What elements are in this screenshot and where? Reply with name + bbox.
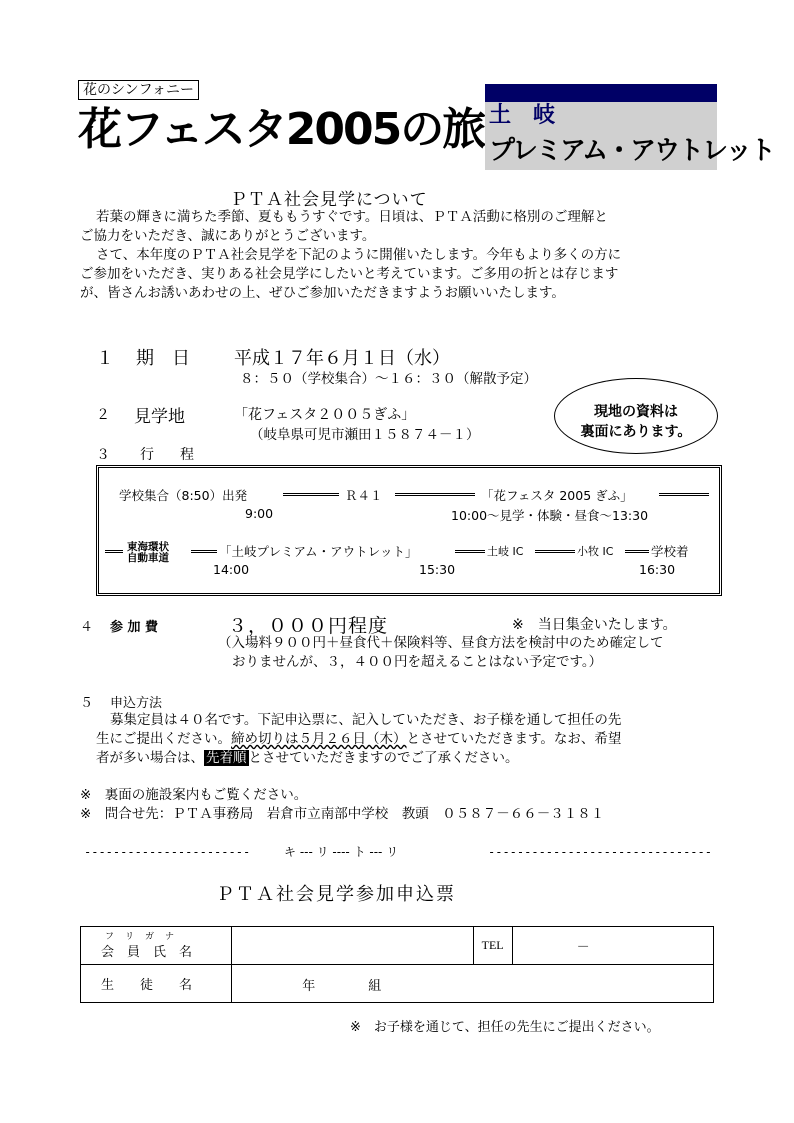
row2-dest: 「土岐プレミアム・アウトレット」 [219, 544, 418, 559]
main-title: 花フェスタ2005の旅 [78, 104, 485, 155]
route-line [105, 550, 123, 553]
place-num: ２ [96, 407, 110, 423]
class-label: 組 [368, 979, 382, 994]
schedule-box [96, 465, 722, 596]
series-label: 花のシンフォニー [78, 80, 199, 100]
tel-field[interactable] [512, 927, 713, 965]
apply-first-come: 先着順 [206, 750, 247, 766]
intro-p2-l3: が、皆さんお誘いあわせの上、ぜひご参加いただきますようお願いいたします。 [80, 285, 565, 301]
fee-label: 参 加 費 [110, 620, 159, 635]
tel-separator: － [576, 940, 590, 955]
apply-line3a: 者が多い場合は、 [96, 750, 204, 766]
schedule-label: 行 程 [140, 447, 200, 463]
intro-p1-l2: ご協力をいただき、誠にありがとうございます。 [80, 228, 376, 244]
apply-line3 [96, 749, 519, 768]
date-num: １ [96, 348, 114, 369]
fee-note: ※ 当日集金いたします。 [512, 617, 677, 633]
route-line [455, 550, 485, 553]
member-name-label-cell [81, 927, 232, 965]
route-line [625, 550, 649, 553]
row1-start: 学校集合（8:50）出発 [119, 488, 248, 503]
place-value: 「花フェスタ２００５ぎふ」 [234, 407, 416, 423]
fee-num: ４ [80, 620, 94, 635]
intro-heading: ＰＴＡ社会見学について [230, 190, 428, 210]
cut-line-right: ------------------------------- [488, 845, 712, 859]
member-name-label: 会 員 氏 名 [101, 945, 193, 960]
row2-road-line2: 自動車道 [127, 552, 169, 564]
row2-end: 学校着 [651, 544, 689, 559]
fee-detail-l2: おりませんが、３，４００円を超えることはない予定です。） [232, 654, 603, 670]
member-name-field[interactable] [232, 927, 473, 965]
form-title: ＰＴＡ社会見学参加申込票 [216, 884, 456, 905]
fee-detail-l1: （入場料９００円＋昼食代＋保険料等、昼食方法を検討中のため確定して [218, 635, 664, 651]
date-value: 平成１７年６月１日（水） [234, 348, 450, 369]
intro-p1-l1: 若葉の輝きに満ちた季節、夏ももうすぐです。日頃は、ＰＴＡ活動に格別のご理解と [96, 209, 608, 225]
row1-road: Ｒ４１ [345, 488, 383, 503]
intro-p2-l1: さて、本年度のＰＴＡ社会見学を下記のように開催いたします。今年もより多くの方に [96, 247, 622, 263]
schedule-num: ３ [96, 447, 110, 463]
note1: ※ 裏面の施設案内もご覧ください。 [80, 787, 308, 803]
furigana-label: フ リ ガ ナ [105, 932, 176, 942]
row2-time2: 15:30 [419, 562, 456, 577]
place-note-line2: 裏面にあります。 [580, 424, 692, 440]
apply-line1: 募集定員は４０名です。下記申込票に、記入していただき、お子様を通して担任の先 [110, 712, 622, 728]
apply-line2 [96, 730, 621, 749]
destination-line2: プレミアム・アウトレット [489, 136, 774, 166]
cut-line-left: ----------------------- [84, 845, 251, 859]
place-address: （岐阜県可児市瀬田１５８７４－１） [250, 427, 480, 443]
note2: ※ 問合せ先：ＰＴＡ事務局 岩倉市立南部中学校 教頭 ０５８７－６６－３１８１ [80, 806, 605, 822]
row2-road [127, 542, 169, 564]
route-line [191, 550, 217, 553]
row1-time1: 9:00 [245, 506, 274, 521]
apply-line2c: とさせていただきます。なお、希望 [406, 731, 622, 747]
tel-label: TEL [473, 927, 512, 965]
apply-line2a: 生にご提出ください。 [96, 731, 231, 747]
place-note-line1: 現地の資料は [594, 404, 678, 420]
apply-line3c: とさせていただきますのでご了承ください。 [248, 750, 519, 766]
place-label: 見学地 [134, 407, 185, 427]
apply-deadline: 締め切りは５月２６日（木） [231, 731, 407, 747]
date-label: 期 日 [136, 348, 190, 369]
row1-time2: 10:00～見学・体験・昼食～13:30 [451, 508, 649, 523]
row1-dest: 「花フェスタ 2005 ぎふ」 [481, 488, 633, 503]
route-line [659, 493, 709, 496]
student-name-field[interactable] [232, 965, 714, 1003]
row2-time1: 14:00 [213, 562, 250, 577]
intro-p2-l2: ご参加をいただき、実りある社会見学にしたいと考えています。ご多用の折とは存じます [80, 266, 619, 282]
apply-label: 申込方法 [110, 696, 163, 711]
application-form [80, 926, 714, 1003]
route-line [535, 550, 575, 553]
place-note-oval [554, 378, 718, 454]
route-line [395, 493, 475, 496]
row2-ic2: 小牧 IC [577, 545, 614, 558]
grade-label: 年 [302, 979, 316, 994]
fee-value: ３，０００円程度 [228, 615, 389, 637]
apply-num: ５ [80, 696, 94, 711]
form-footer: ※ お子様を通じて、担任の先生にご提出ください。 [350, 1020, 660, 1035]
row2-ic1: 土岐 IC [487, 545, 524, 558]
destination-box [485, 84, 774, 170]
date-time: ８：５０（学校集合）～１６：３０（解散予定） [240, 371, 537, 387]
cut-line-text: キ --- リ ---- ト --- リ [284, 845, 399, 859]
row2-road-line1: 東海環状 [127, 541, 169, 553]
row2-time3: 16:30 [639, 562, 676, 577]
route-line [283, 493, 339, 496]
destination-line1: 土 岐 [489, 103, 556, 128]
student-name-label: 生 徒 名 [81, 965, 232, 1003]
